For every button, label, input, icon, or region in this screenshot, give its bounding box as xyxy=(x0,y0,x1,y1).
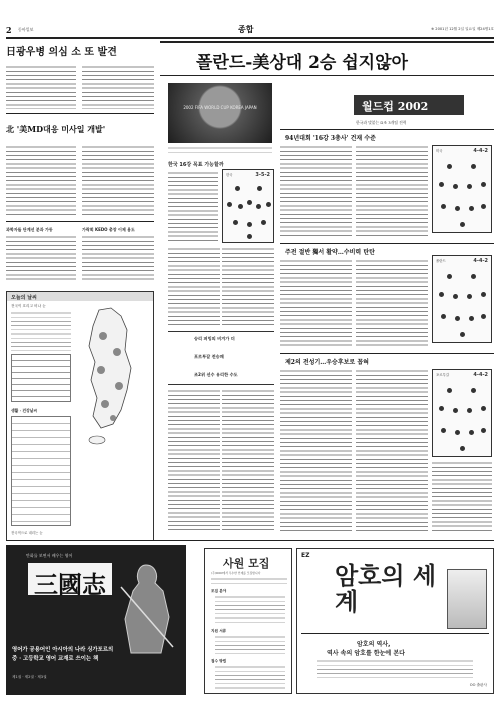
ad1-footer: 제1권 · 제2권 · 제3권 xyxy=(12,675,47,679)
mid-body-c xyxy=(222,247,274,327)
player-marker xyxy=(439,406,444,411)
player-marker xyxy=(455,430,460,435)
player-marker xyxy=(471,274,476,279)
ad3-footer: OO 출판사 xyxy=(469,683,487,687)
small1-headline: 과학자들 단계선 분과 가동 xyxy=(6,227,53,232)
sec3-body-c xyxy=(432,461,492,531)
sec2-body-a xyxy=(280,259,352,349)
mid-body-a xyxy=(168,171,218,241)
player-marker xyxy=(481,314,486,319)
left-column xyxy=(6,41,154,541)
divider xyxy=(6,221,154,222)
ad1-title: 三國志 xyxy=(34,570,106,599)
photo-caption-text xyxy=(168,146,272,154)
player-marker xyxy=(439,292,444,297)
ad2-intro xyxy=(211,577,287,585)
badge-subtitle: 한국과 맞붙는 D조 3개팀 전력 xyxy=(356,120,407,125)
weather-text xyxy=(11,311,71,351)
ad2-section2: 지원 서류 xyxy=(211,629,227,633)
divider xyxy=(280,129,494,130)
story2-body-right xyxy=(82,145,154,215)
ad2-section3: 접수 방법 xyxy=(211,659,227,663)
paper-name: 동아일보 xyxy=(18,27,34,32)
divider xyxy=(6,113,154,114)
player-marker xyxy=(441,428,446,433)
worldcup-badge xyxy=(354,95,464,115)
player-marker xyxy=(453,408,458,413)
weather-box xyxy=(6,291,154,541)
formation-poland xyxy=(432,255,492,343)
sports-section xyxy=(160,41,494,541)
weather-title-bar xyxy=(7,292,153,301)
story1-headline: 日광우병 의심 소 또 발견 xyxy=(6,47,117,58)
player-marker xyxy=(235,186,240,191)
player-marker xyxy=(481,182,486,187)
player-marker xyxy=(481,428,486,433)
section-title: 종합 xyxy=(238,24,254,34)
ad-recruitment xyxy=(204,548,292,694)
formation-label: 3-5-2 xyxy=(255,172,270,178)
sec1-headline: 94년대회 '16강 3총사' 건재 수준 xyxy=(285,135,376,142)
pull-quote-2: 포르투갈 전승패 xyxy=(194,354,224,359)
formation-korea xyxy=(222,169,274,243)
ad1-kicker: 만화를 보면서 배우는 영어 xyxy=(26,553,73,558)
small1-body xyxy=(6,235,76,281)
pull-quote-1: 승리 퍼밍의 비겨가 더 xyxy=(194,336,235,341)
player-marker xyxy=(453,184,458,189)
ad1-line1: 영어가 공용어인 아시아의 나라 싱가포르의 xyxy=(12,647,114,653)
story1-body-left xyxy=(6,65,76,109)
player-marker xyxy=(266,202,271,207)
story2-headline: 北 '美MD대응 미사일 개발' xyxy=(6,124,106,134)
page-number: 2 xyxy=(6,25,12,35)
headline-rule xyxy=(160,41,494,43)
player-marker xyxy=(481,204,486,209)
player-marker xyxy=(447,164,452,169)
player-marker xyxy=(460,222,465,227)
player-marker xyxy=(460,446,465,451)
player-marker xyxy=(469,316,474,321)
pull-quotes xyxy=(168,331,274,385)
weather-table-title: 생활 · 건강날씨 xyxy=(11,408,38,413)
mid-body-d xyxy=(168,389,220,531)
ad-samgukji xyxy=(6,545,186,695)
ad2-section2-body xyxy=(215,635,285,655)
mid-body-e xyxy=(222,389,274,531)
ad2-section3-body xyxy=(215,665,285,689)
ad2-section1: 모집 분야 xyxy=(211,589,227,593)
team-label: 한국 xyxy=(226,173,233,177)
player-marker xyxy=(460,332,465,337)
page-bottom-rule xyxy=(6,540,494,541)
ad3-book-cover xyxy=(447,569,487,629)
ad-cipher-book xyxy=(296,548,494,694)
weather-subtitle: 전국이 흐리고 비나 눈 xyxy=(11,304,46,308)
player-marker xyxy=(441,314,446,319)
ad1-line2: 중 · 고등학교 영어 교재로 쓰이는 책 xyxy=(12,656,99,662)
story2-body-left xyxy=(6,145,76,215)
story1-body-right xyxy=(82,65,154,109)
player-marker xyxy=(469,206,474,211)
player-marker xyxy=(455,206,460,211)
weather-map xyxy=(77,306,149,446)
player-marker xyxy=(238,204,243,209)
ad3-line1: 암호의 역사, xyxy=(357,641,391,648)
worldcup-logo-photo xyxy=(168,83,272,143)
badge-title: 월드컵 2002 xyxy=(362,100,429,113)
ad3-line2: 역사 속의 암호를 한눈에 본다 xyxy=(327,650,405,657)
date-line: ※ 2001년 12월 2일 일요일 제24명1호 xyxy=(431,27,494,31)
sports-headline: 폴란드-美상대 2승 쉽지않아 xyxy=(196,53,408,73)
player-marker xyxy=(471,388,476,393)
formation-label: 4-4-2 xyxy=(473,148,488,154)
ad2-section1-body xyxy=(215,595,285,625)
player-marker xyxy=(256,204,261,209)
weather-table xyxy=(11,354,71,402)
ad2-title: 사원 모집 xyxy=(223,557,270,570)
weather-footer: 전국적으로 내리는 눈 xyxy=(11,531,43,535)
sec2-body-b xyxy=(356,259,428,349)
sec1-body-b xyxy=(356,145,428,237)
formation-label: 4-4-2 xyxy=(473,372,488,378)
sec3-headline: 제2의 전성기…우승후보로 꼽혀 xyxy=(285,359,369,366)
player-marker xyxy=(447,274,452,279)
divider xyxy=(280,243,494,244)
ad3-title: 암호의 세계 xyxy=(335,561,437,616)
weather-title: 오늘의 날씨 xyxy=(11,295,37,301)
mid-body-b xyxy=(168,247,220,327)
player-marker xyxy=(481,406,486,411)
ad2-subtitle: (주)OOO에서 우수한 인재를 모집합니다 xyxy=(211,571,261,575)
player-marker xyxy=(441,204,446,209)
player-marker xyxy=(247,234,252,239)
ad1-title-box xyxy=(28,563,112,599)
player-marker xyxy=(467,184,472,189)
player-marker xyxy=(247,222,252,227)
player-marker xyxy=(233,220,238,225)
masthead-rule xyxy=(6,37,494,39)
player-marker xyxy=(455,316,460,321)
small2-body xyxy=(82,235,154,281)
player-marker xyxy=(471,164,476,169)
player-marker xyxy=(469,430,474,435)
photo-caption-overlay: 2002 FIFA WORLD CUP KOREA JAPAN xyxy=(183,105,257,110)
korea-map-icon xyxy=(77,306,149,446)
team-label: 포르투갈 xyxy=(436,373,450,377)
player-marker xyxy=(227,202,232,207)
formation-portugal xyxy=(432,369,492,457)
team-label: 미국 xyxy=(436,149,443,153)
masthead xyxy=(6,24,494,36)
player-marker xyxy=(247,200,252,205)
ad3-brand: EZ xyxy=(301,552,310,559)
sec3-body-b xyxy=(356,369,428,531)
player-marker xyxy=(467,294,472,299)
player-marker xyxy=(439,182,444,187)
sec1-body-a xyxy=(280,145,352,237)
divider xyxy=(280,353,494,354)
headline-rule xyxy=(160,75,494,76)
player-marker xyxy=(481,292,486,297)
mid-headline: 한국 16강 목표 가능할까 xyxy=(168,162,224,168)
weather-grid xyxy=(11,416,71,526)
player-marker xyxy=(261,220,266,225)
pull-quote-3: 조2위 선수 유리한 수도 xyxy=(194,372,238,377)
sec2-headline: 주전 절반 獨서 활약…수비력 탄탄 xyxy=(285,249,375,256)
divider xyxy=(301,633,489,634)
player-marker xyxy=(257,186,262,191)
player-marker xyxy=(453,294,458,299)
small2-headline: 가락회 KEDO 총장 이제 용도 xyxy=(82,227,135,232)
player-marker xyxy=(447,388,452,393)
sec3-body-a xyxy=(280,369,352,531)
warrior-illustration xyxy=(111,557,181,657)
formation-label: 4-4-2 xyxy=(473,258,488,264)
ad3-body xyxy=(317,659,473,679)
player-marker xyxy=(467,408,472,413)
team-label: 폴란드 xyxy=(436,259,446,263)
formation-usa xyxy=(432,145,492,233)
